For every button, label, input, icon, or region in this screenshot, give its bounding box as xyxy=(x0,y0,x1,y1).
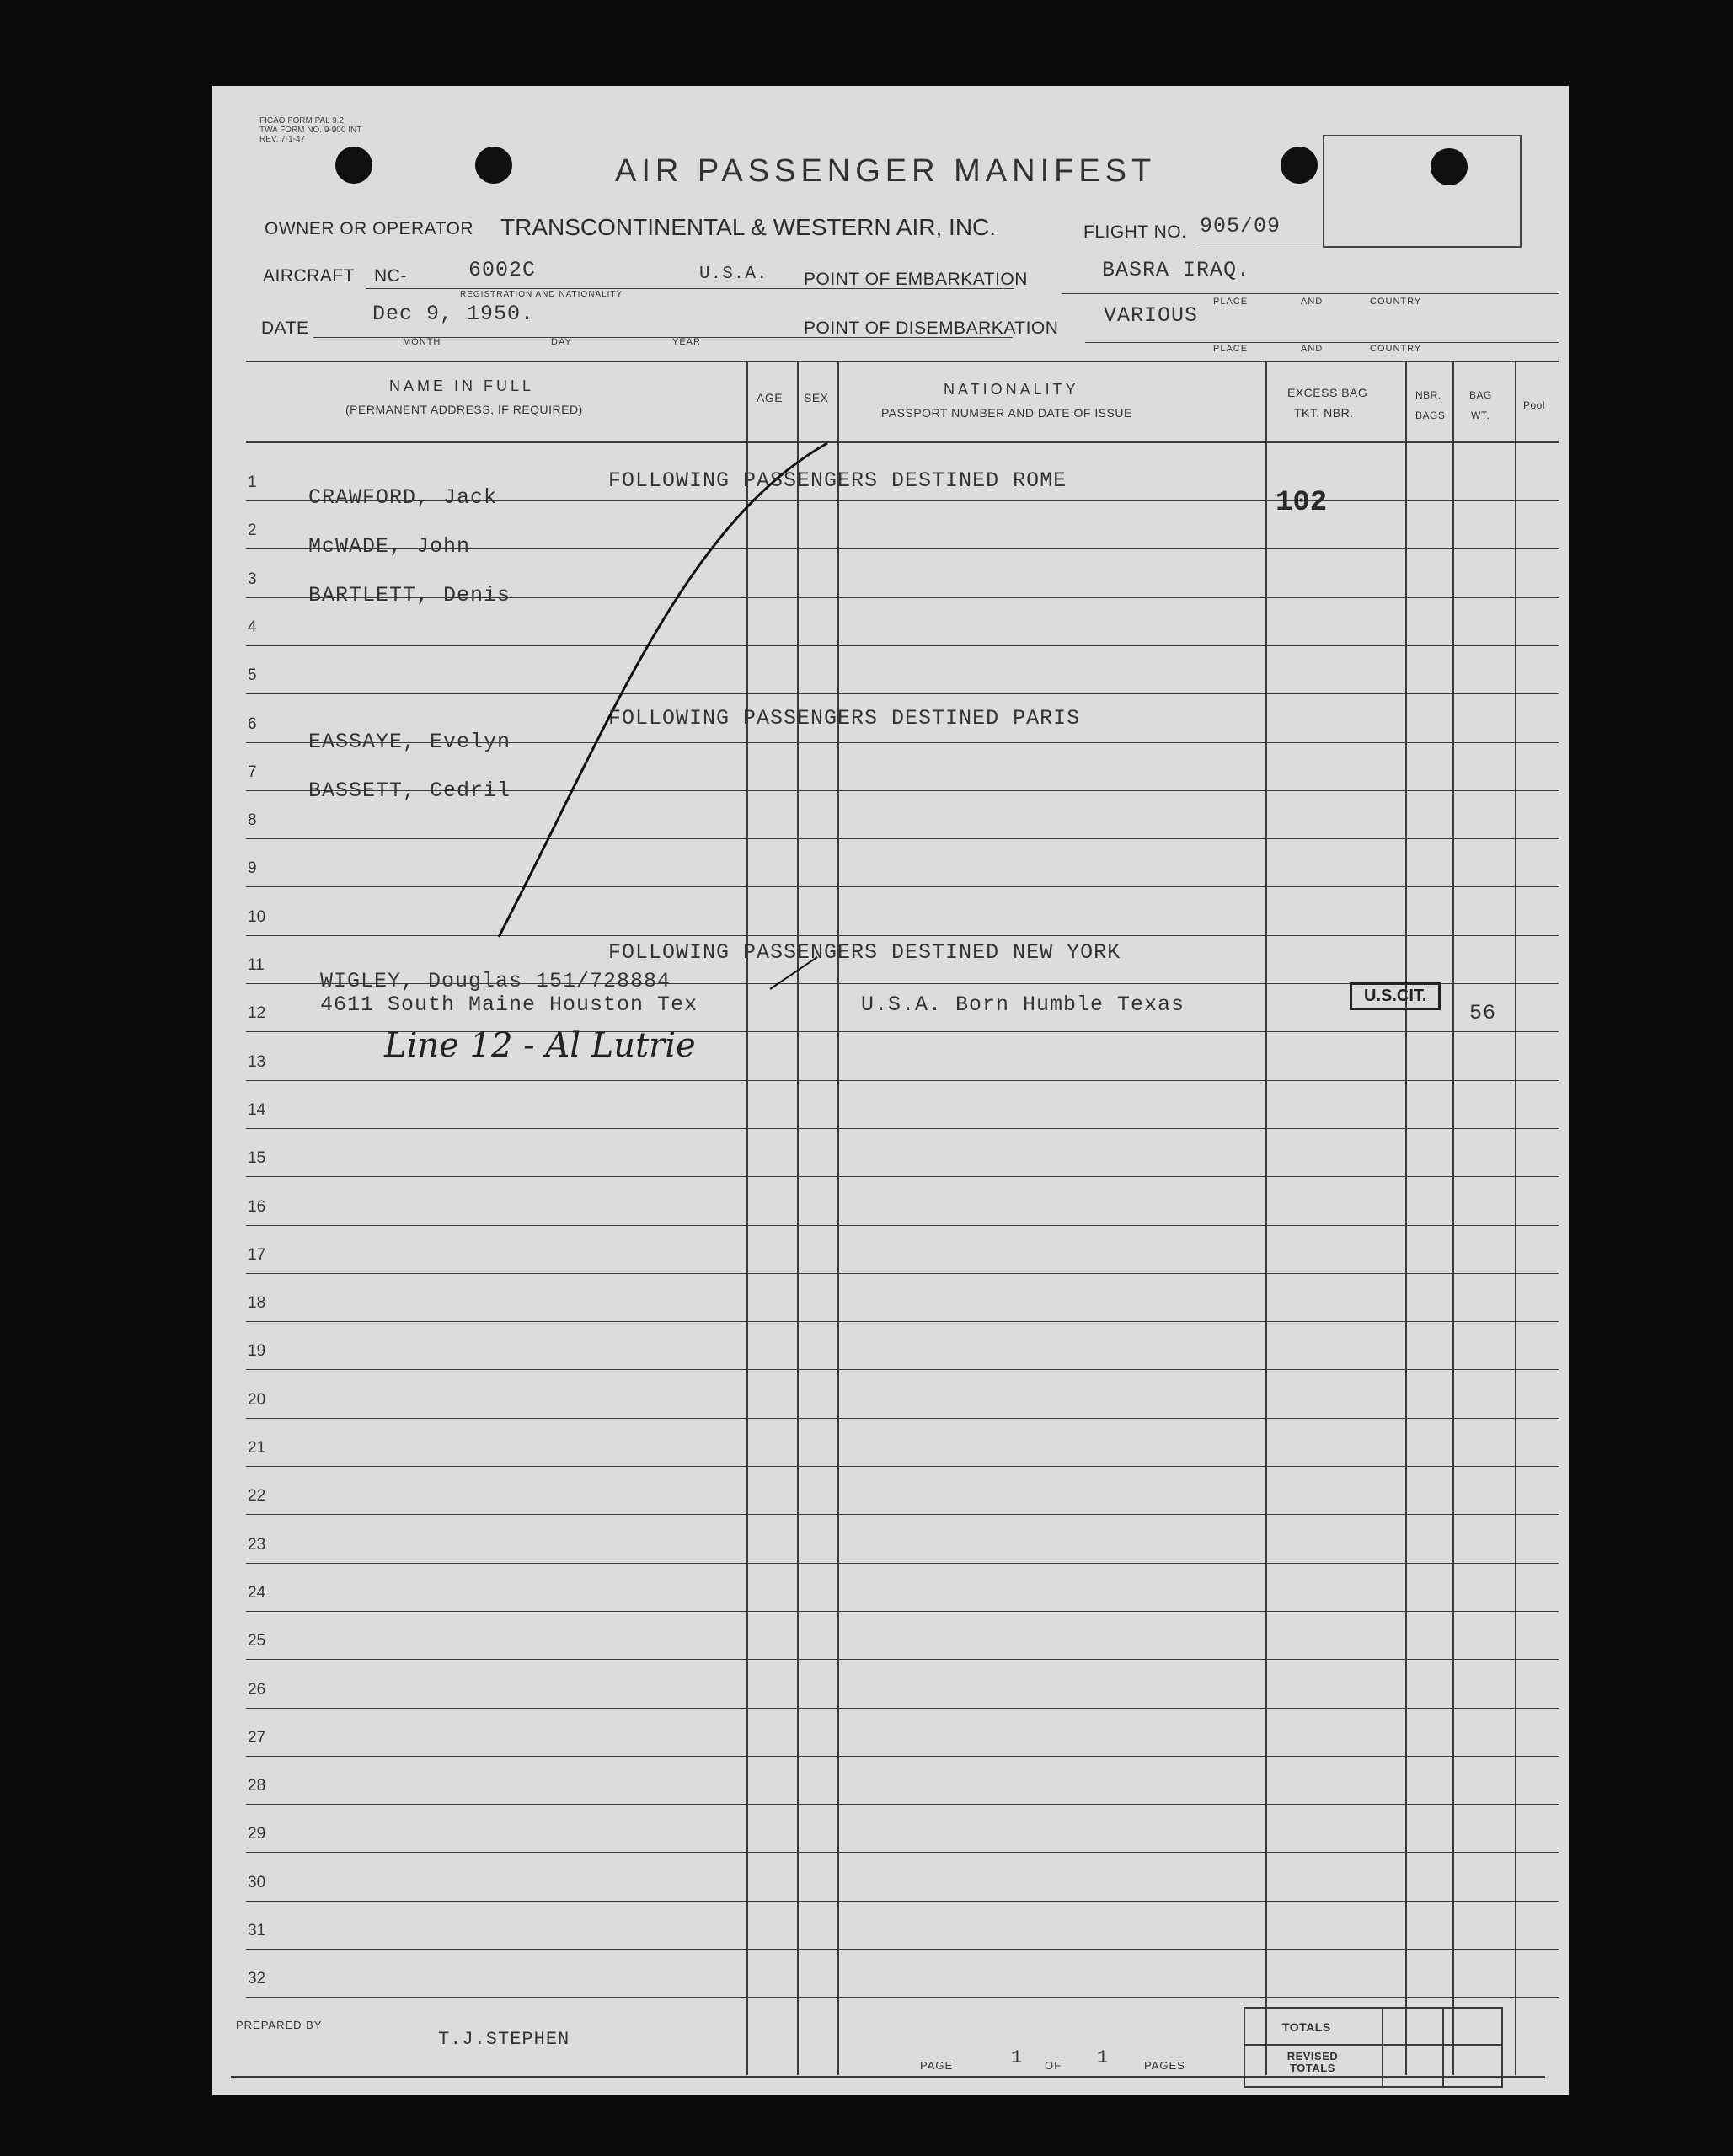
year-caption: YEAR xyxy=(672,337,701,347)
passenger-address: 4611 South Maine Houston Tex xyxy=(320,992,698,1017)
row-number: 13 xyxy=(248,1052,266,1071)
row-number: 32 xyxy=(248,1970,266,1988)
place-caption: PLACE xyxy=(1213,297,1249,307)
header-pool: Pool xyxy=(1523,399,1546,411)
and-caption: AND xyxy=(1301,297,1324,307)
row-number: 24 xyxy=(248,1583,266,1602)
aircraft-label: AIRCRAFT xyxy=(263,266,355,286)
page-number: 1 xyxy=(1011,2047,1024,2068)
row-number: 4 xyxy=(248,618,257,636)
row-number: 9 xyxy=(248,859,257,878)
header-bag: BAG xyxy=(1469,389,1492,401)
day-caption: DAY xyxy=(551,337,572,347)
country-caption: COUNTRY xyxy=(1370,344,1422,354)
passenger-name: BASSETT, Cedril xyxy=(308,778,511,803)
us-citizen-stamp: U.S.CIT. xyxy=(1350,982,1441,1010)
owner-value: TRANSCONTINENTAL & WESTERN AIR, INC. xyxy=(500,214,997,240)
registration-caption: REGISTRATION AND NATIONALITY xyxy=(460,290,623,299)
header-nationality-sub: PASSPORT NUMBER AND DATE OF ISSUE xyxy=(881,406,1132,420)
row-number: 10 xyxy=(248,907,266,926)
row-number: 7 xyxy=(248,762,257,781)
flight-label: FLIGHT NO. xyxy=(1083,222,1187,242)
passenger-name: McWADE, John xyxy=(308,534,471,559)
row-number: 31 xyxy=(248,1922,266,1939)
passenger-nationality: U.S.A. Born Humble Texas xyxy=(861,992,1185,1017)
embark-label: POINT OF EMBARKATION xyxy=(804,270,1028,289)
header-name: NAME IN FULL xyxy=(389,377,535,394)
row-number: 6 xyxy=(248,714,257,733)
row-number: 20 xyxy=(248,1390,266,1409)
date-label: DATE xyxy=(261,318,309,338)
row-number: 21 xyxy=(248,1439,266,1457)
header-tkt-nbr: TKT. NBR. xyxy=(1294,406,1354,420)
row-number: 11 xyxy=(248,956,265,974)
passenger-name: EASSAYE, Evelyn xyxy=(308,730,511,754)
country-caption: COUNTRY xyxy=(1370,297,1422,307)
row-number: 25 xyxy=(248,1632,266,1650)
embark-value: BASRA IRAQ. xyxy=(1102,258,1251,282)
aircraft-prefix: NC- xyxy=(374,266,407,286)
row-number: 26 xyxy=(248,1680,266,1699)
flight-value: 905/09 xyxy=(1200,214,1281,238)
header-bags: BAGS xyxy=(1415,409,1446,421)
revised-totals-label: REVISED TOTALS xyxy=(1286,2050,1339,2074)
passenger-name: WIGLEY, Douglas 151/728884 xyxy=(320,969,671,993)
row-number: 28 xyxy=(248,1777,266,1795)
pages-total: 1 xyxy=(1097,2047,1110,2068)
header-nbr: NBR. xyxy=(1415,389,1441,401)
row-number: 22 xyxy=(248,1487,266,1506)
date-value: Dec 9, 1950. xyxy=(372,302,535,326)
disembark-label: POINT OF DISEMBARKATION xyxy=(804,318,1059,338)
row-number: 5 xyxy=(248,666,257,685)
row-number: 3 xyxy=(248,570,257,588)
owner-label: OWNER OR OPERATOR xyxy=(265,219,474,238)
place-caption: PLACE xyxy=(1213,344,1249,354)
totals-box xyxy=(1244,2007,1503,2088)
header-wt: WT. xyxy=(1471,409,1490,421)
row-number: 18 xyxy=(248,1294,266,1313)
pen-strike xyxy=(212,86,1569,2095)
passenger-name: CRAWFORD, Jack xyxy=(308,485,498,510)
row-number: 1 xyxy=(248,473,257,491)
row-number: 14 xyxy=(248,1100,266,1119)
row-number: 30 xyxy=(248,1873,266,1891)
header-excess-bag: EXCESS BAG xyxy=(1287,386,1368,399)
prepared-by-label: PREPARED BY xyxy=(236,2019,323,2031)
page-title: AIR PASSENGER MANIFEST xyxy=(615,153,1157,189)
totals-label: TOTALS xyxy=(1282,2020,1331,2034)
row-number: 19 xyxy=(248,1342,266,1361)
manifest-page xyxy=(212,86,1569,2095)
row-number: 2 xyxy=(248,522,257,540)
and-caption: AND xyxy=(1301,344,1324,354)
row-number: 23 xyxy=(248,1535,266,1554)
paris-heading: FOLLOWING PASSENGERS DESTINED PARIS xyxy=(608,706,1081,730)
new-york-heading: FOLLOWING PASSENGERS DESTINED NEW YORK xyxy=(608,940,1121,965)
header-age: AGE xyxy=(757,391,784,404)
excess-bag-ticket: 102 xyxy=(1276,487,1328,519)
form-code: FICAO FORM PAL 9.2 TWA FORM NO. 9-900 INT REV. 7-1-47 xyxy=(259,116,362,144)
row-number: 15 xyxy=(248,1149,266,1168)
aircraft-country: U.S.A. xyxy=(699,265,768,284)
aircraft-value: 6002C xyxy=(468,258,537,282)
row-number: 8 xyxy=(248,811,257,830)
pages-label: PAGES xyxy=(1144,2059,1185,2072)
header-name-sub: (PERMANENT ADDRESS, IF REQUIRED) xyxy=(345,403,583,416)
row-number: 17 xyxy=(248,1245,266,1264)
row-number: 16 xyxy=(248,1197,266,1216)
header-sex: SEX xyxy=(804,391,829,404)
header-nationality: NATIONALITY xyxy=(944,381,1079,398)
of-label: OF xyxy=(1045,2059,1062,2072)
rome-heading: FOLLOWING PASSENGERS DESTINED ROME xyxy=(608,468,1067,493)
row-number: 29 xyxy=(248,1825,266,1843)
handwritten-note: Line 12 - Al Lutrie xyxy=(384,1026,696,1065)
prepared-by-value: T.J.STEPHEN xyxy=(438,2029,570,2050)
passenger-name: BARTLETT, Denis xyxy=(308,583,511,607)
row-number: 12 xyxy=(248,1004,266,1023)
bag-weight: 56 xyxy=(1469,1001,1497,1025)
row-number: 27 xyxy=(248,1728,266,1747)
disembark-value: VARIOUS xyxy=(1104,303,1199,328)
month-caption: MONTH xyxy=(403,337,441,347)
page-label: PAGE xyxy=(920,2059,954,2072)
